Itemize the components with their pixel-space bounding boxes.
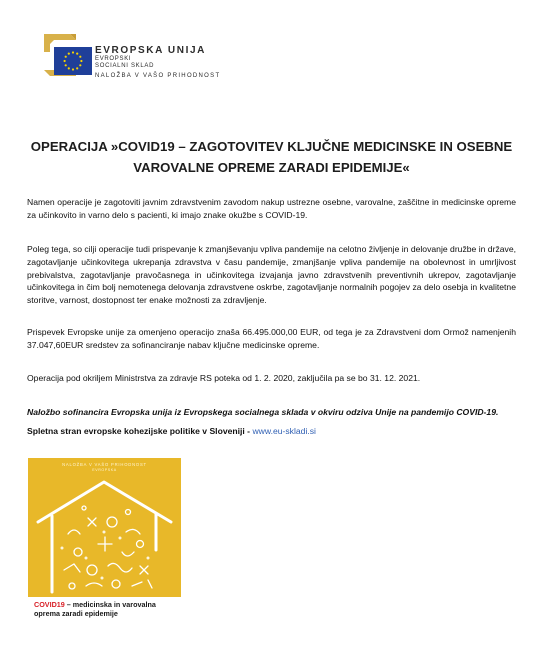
paragraph-period: Operacija pod okriljem Ministrstva za zdravje RS poteka od 1. 2. 2020, zaključila pa se bo 31. 12. 2021. xyxy=(27,373,421,383)
poster-caption-line1 xyxy=(34,600,156,609)
paragraph-funding: Prispevek Evropske unije za omenjeno operacijo znaša 66.495.000,00 EUR, od tega je za Zdravstveni dom Ormož namenjenih 37.047,60EUR sredstev za sofinanciranje nabav ključne medicinske opreme. xyxy=(27,327,516,350)
eu-logo xyxy=(38,28,238,90)
house-illustration-icon xyxy=(28,474,181,594)
website-link[interactable]: www.eu-skladi.si xyxy=(252,426,316,436)
logo-fund-label-1: EVROPSKI xyxy=(95,56,132,62)
website-label: Spletna stran evropske kohezijske politike v Sloveniji - xyxy=(27,426,253,436)
poster-subtitle: EVROPSKA xyxy=(92,468,117,472)
paragraph-purpose: Namen operacije je zagotoviti javnim zdravstvenim zavodom nakup ustrezne osebne, varovalne, zaščitne in medicinske opreme za učinkovito in varno delo s pacienti, ki imajo znake okužbe s COVID-19. xyxy=(27,197,516,220)
page-title xyxy=(20,136,523,178)
poster-caption-highlight: COVID19 xyxy=(34,600,65,609)
paragraph-website xyxy=(27,425,516,438)
paragraph-cofinancing: Naložbo sofinancira Evropska unija iz Evropskega socialnega sklada v okviru odziva Unije na pandemijo COVID-19. xyxy=(27,407,499,417)
page-title-line1: OPERACIJA »COVID19 – ZAGOTOVITEV KLJUČNE MEDICINSKE IN OSEBNE xyxy=(30,139,513,154)
eu-flag-icon xyxy=(54,47,92,75)
logo-fund-label-2: SOCIALNI SKLAD xyxy=(95,63,155,69)
poster-caption-line2: oprema zaradi epidemije xyxy=(34,609,118,618)
logo-eu-label: EVROPSKA UNIJA xyxy=(95,45,206,56)
poster-slogan: NALOŽBA V VAŠO PRIHODNOST xyxy=(62,462,147,467)
logo-text xyxy=(95,45,245,80)
covid-poster-image xyxy=(28,458,181,620)
page-title-line2: VAROVALNE OPREME ZARADI EPIDEMIJE« xyxy=(133,160,410,175)
poster-caption-rest: – medicinska in varovalna xyxy=(64,600,156,609)
paragraph-goals: Poleg tega, so cilji operacije tudi prispevanje k zmanjševanju vpliva pandemije na celotno življenje in delovanje družbe in države, zagotavljanje učinkovitega ukrepanja zdravstva v času pandemije, zmanjšanje vpliva pandemije na obolevnost in umrljivost prebivalstva, zagotavljanje pravočasnega in učinkovitega izvajanja javno zdravstvenih preventivnih ukrepov, zagotavljanje učinkovitega in čim bolj nemotenega delovanja zdravstvene oskrbe, zagotavljanje normalnih pogojev za delo osebja in kvalitetne storitve, varnost, dostopnost ter enake možnosti za zdravljenje. xyxy=(27,244,516,306)
logo-slogan: NALOŽBA V VAŠO PRIHODNOST xyxy=(95,73,221,79)
poster-caption xyxy=(28,597,181,620)
